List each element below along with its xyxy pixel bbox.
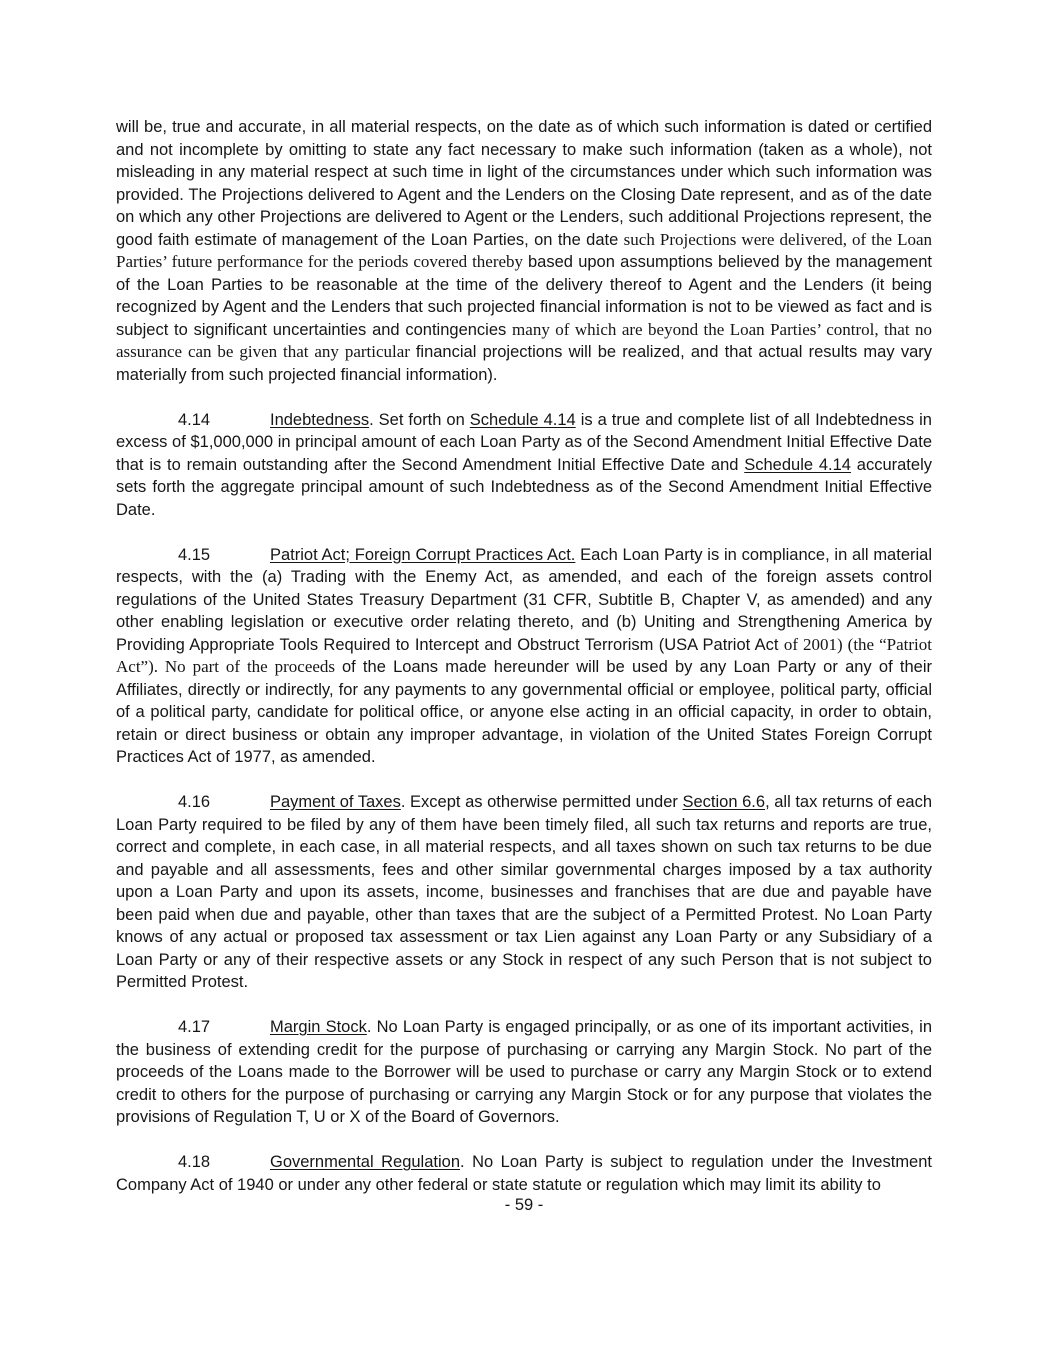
section-number: 4.14	[178, 410, 211, 429]
underlined-text: Indebtedness	[270, 410, 370, 429]
section-number: 4.17	[178, 1018, 211, 1036]
section-paragraph-4-17	[116, 1016, 932, 1129]
underlined-text: Payment of Taxes	[270, 793, 401, 811]
text-run: . Except as otherwise permitted under	[400, 793, 683, 811]
continuation-paragraph	[116, 116, 932, 386]
underlined-text: Section 6.6	[682, 793, 766, 811]
page-number: - 59 -	[504, 1196, 544, 1214]
serif-text-run: many of which are beyond the Loan Parties’ control, that no assurance can be given that any particular	[116, 319, 932, 361]
text-run: financial projections will be realized, and that actual results may vary materially from such projected financial information).	[116, 343, 932, 384]
section-number: 4.16	[178, 793, 211, 811]
text-run: Each Loan Party is in compliance, in all material respects, with the (a) Trading with the Enemy Act, as amended, and each of the foreign assets control regulations of the United States Treasury Department (31 CFR, Subtitle B, Chapter V, as amended) and any other enabling legislation or executive order relating thereto, and (b) Uniting and Strengthening America by Providing Appropriate Tools Required to Intercept and Obstruct Terrorism (USA Patriot Act	[116, 545, 932, 654]
document-body	[116, 116, 932, 1219]
serif-text-run: of 2001) (the “Patriot Act”). No part of the proceeds	[116, 634, 932, 676]
section-paragraph-4-18	[116, 1151, 932, 1196]
text-run: is a true and complete list of all Indebtedness in excess of $1,000,000 in principal amount of each Loan Party as of the Second Amendment Initial Effective Date that is to remain outstanding after the Second Amendment Initial Effective Date and	[116, 410, 932, 474]
section-paragraph-4-16	[116, 791, 932, 994]
text-run: , all tax returns of each Loan Party required to be filed by any of them have been timely filed, all such tax returns and reports are true, correct and complete, in each case, in all material respects, and all taxes shown on such tax returns to be due and payable and all assessments, fees and other similar governmental charges imposed by a tax authority upon a Loan Party and upon its assets, income, businesses and franchises that are due and payable have been paid when due and payable, other than taxes that are the subject of a Permitted Protest. No Loan Party knows of any actual or proposed tax assessment or tax Lien against any Loan Party or any Subsidiary of a Loan Party or any of their respective assets or any Stock in respect of any such Person that is not subject to Permitted Protest.	[116, 793, 933, 991]
serif-text-run: such Projections were delivered, of the Loan Parties’ future performance for the periods covered thereby	[116, 229, 932, 271]
text-run: will be, true and accurate, in all material respects, on the date as of which such information is dated or certified and not incomplete by omitting to state any fact necessary to make such information (taken as a whole), not misleading in any material respect at such time in light of the circumstances under which such information was provided. The Projections delivered to Agent and the Lenders on the Closing Date represent, and as of the date on which any other Projections are delivered to Agent or the Lenders, such additional Projections represent, the good faith estimate of management of the Loan Parties, on the date	[116, 118, 932, 249]
section-paragraph-4-14	[116, 409, 932, 522]
text-run: accurately sets forth the aggregate principal amount of such Indebtedness as of the Second Amendment Initial Effective Date.	[116, 455, 932, 519]
underlined-text: Governmental Regulation	[270, 1153, 461, 1171]
text-run: . No Loan Party is subject to regulation under the Investment Company Act of 1940 or under any other federal or state statute or regulation which may limit its ability to	[116, 1153, 932, 1194]
section-number: 4.18	[178, 1153, 211, 1171]
section-number: 4.15	[178, 545, 211, 564]
underlined-text: Schedule 4.14	[469, 410, 576, 429]
text-run: of the Loans made hereunder will be used by any Loan Party or any of their Affiliates, directly or indirectly, for any payments to any governmental official or employee, political party, official of a political party, candidate for political office, or anyone else acting in an official capacity, in order to obtain, retain or direct business or obtain any improper advantage, in violation of the United States Foreign Corrupt Practices Act of 1977, as amended.	[116, 658, 932, 766]
text-run: based upon assumptions believed by the management of the Loan Parties to be reasonable at the time of the delivery thereof to Agent and the Lenders (it being recognized by Agent and the Lenders that such projected financial information is not to be viewed as fact and is subject to significant uncertainties and contingencies	[116, 253, 932, 339]
underlined-text: Schedule 4.14	[744, 455, 851, 474]
section-paragraph-4-15	[116, 544, 932, 769]
text-run: . No Loan Party is engaged principally, or as one of its important activities, in the business of extending credit for the purpose of purchasing or carrying any Margin Stock. No part of the proceeds of the Loans made to the Borrower will be used to purchase or carry any Margin Stock or to extend credit to others for the purpose of purchasing or carrying any Margin Stock or for any purpose that violates the provisions of Regulation T, U or X of the Board of Governors.	[116, 1018, 933, 1126]
underlined-text: Margin Stock	[270, 1018, 367, 1036]
text-run: . Set forth on	[369, 410, 470, 429]
underlined-text: Patriot Act; Foreign Corrupt Practices Act.	[270, 545, 576, 564]
